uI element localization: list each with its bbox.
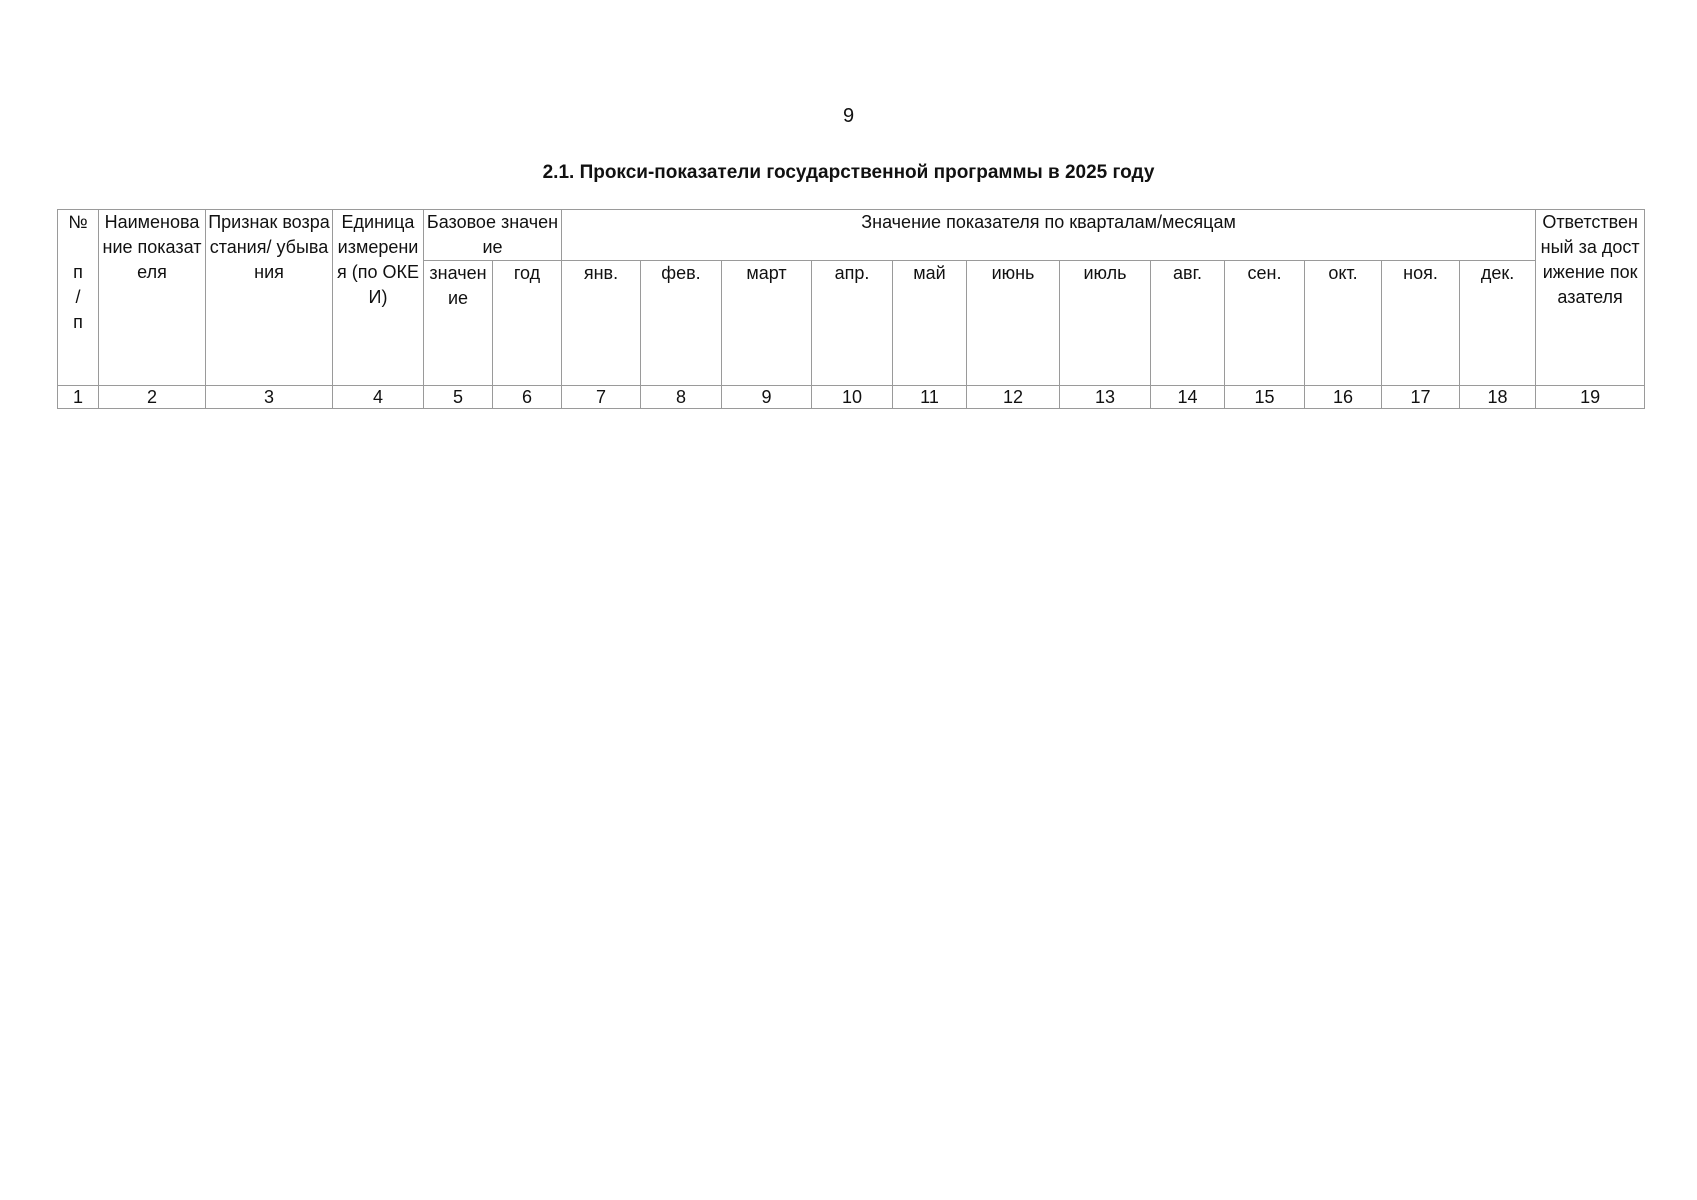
- column-number-cell: 1: [58, 386, 99, 409]
- table-title: 2.1. Прокси-показатели государственной программы в 2025 году: [542, 162, 1155, 183]
- column-number-cell: 4: [333, 386, 424, 409]
- header-month-jul: июль: [1060, 261, 1151, 386]
- column-number-cell: 3: [206, 386, 333, 409]
- column-number-cell: 18: [1460, 386, 1536, 409]
- header-unit: Единица измерения (по ОКЕИ): [333, 210, 424, 386]
- column-number-cell: 12: [967, 386, 1060, 409]
- header-period-values: Значение показателя по кварталам/месяцам: [562, 210, 1536, 261]
- header-month-jun: июнь: [967, 261, 1060, 386]
- header-month-nov: ноя.: [1382, 261, 1460, 386]
- header-number: № п / п: [58, 210, 99, 386]
- column-number-cell: 2: [99, 386, 206, 409]
- column-number-cell: 15: [1225, 386, 1305, 409]
- column-number-cell: 16: [1305, 386, 1382, 409]
- header-base-value: Базовое значение: [424, 210, 562, 261]
- header-responsible: Ответственный за достижение показателя: [1536, 210, 1645, 386]
- column-number-cell: 7: [562, 386, 641, 409]
- proxy-indicators-table: [57, 209, 1645, 409]
- header-month-may: май: [893, 261, 967, 386]
- column-number-cell: 5: [424, 386, 493, 409]
- header-month-jan: янв.: [562, 261, 641, 386]
- header-trend-sign: Признак возрастания/ убывания: [206, 210, 333, 386]
- header-month-dec: дек.: [1460, 261, 1536, 386]
- header-base-value-year: год: [493, 261, 562, 386]
- column-number-row: [58, 386, 1645, 409]
- column-number-cell: 17: [1382, 386, 1460, 409]
- header-indicator-name: Наименование показателя: [99, 210, 206, 386]
- page-number: 9: [842, 105, 855, 127]
- header-month-apr: апр.: [812, 261, 893, 386]
- header-month-sep: сен.: [1225, 261, 1305, 386]
- header-month-aug: авг.: [1151, 261, 1225, 386]
- column-number-cell: 14: [1151, 386, 1225, 409]
- header-month-mar: март: [722, 261, 812, 386]
- column-number-cell: 19: [1536, 386, 1645, 409]
- header-month-feb: фев.: [641, 261, 722, 386]
- column-number-cell: 11: [893, 386, 967, 409]
- column-number-cell: 10: [812, 386, 893, 409]
- header-month-oct: окт.: [1305, 261, 1382, 386]
- column-number-cell: 9: [722, 386, 812, 409]
- column-number-cell: 6: [493, 386, 562, 409]
- column-number-cell: 8: [641, 386, 722, 409]
- table-header-row-1: [58, 210, 1645, 261]
- column-number-cell: 13: [1060, 386, 1151, 409]
- header-base-value-value: значение: [424, 261, 493, 386]
